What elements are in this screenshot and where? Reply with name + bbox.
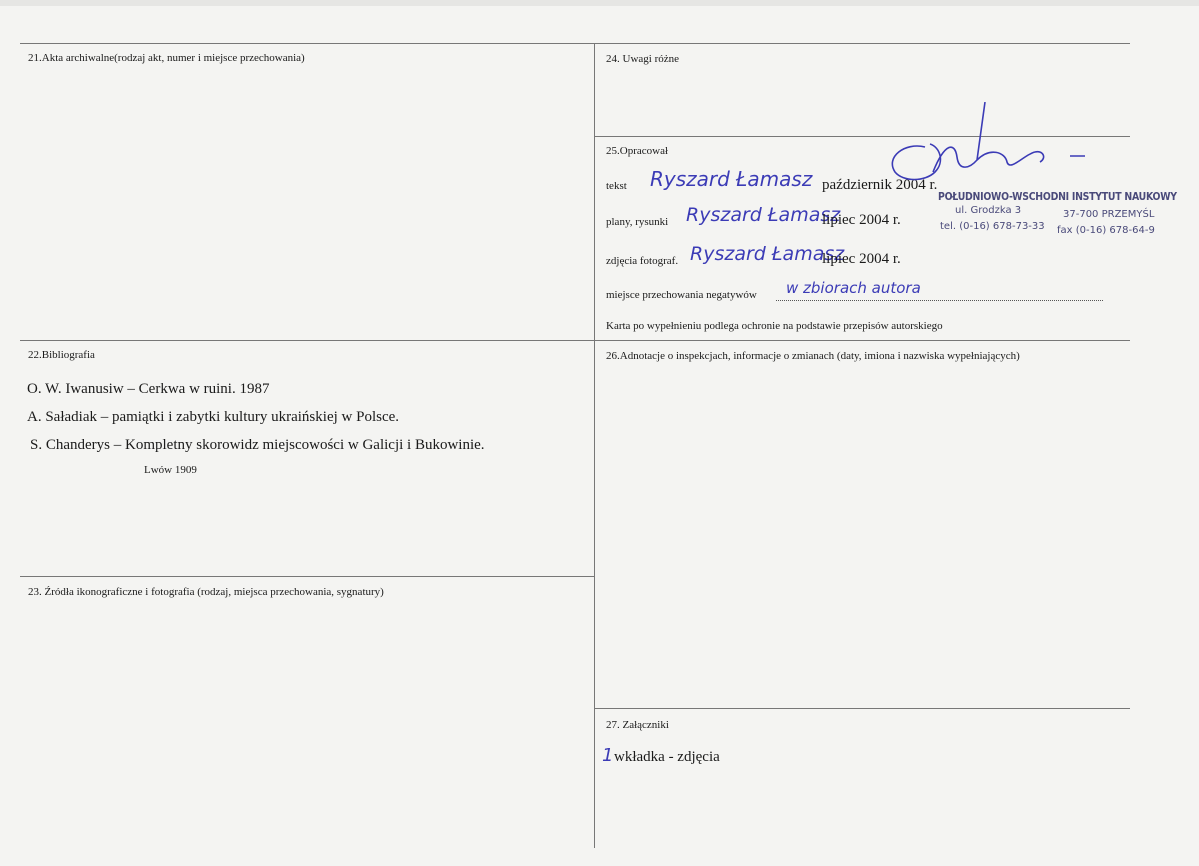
text-author-label: tekst — [606, 180, 627, 192]
section-24-label: 24. Uwagi różne — [606, 53, 680, 65]
top-border — [20, 43, 1130, 44]
attachments-count: 1 — [602, 745, 614, 766]
drawings-date: lipiec 2004 r. — [822, 212, 901, 228]
bibliography-entry-2: A. Saładiak – pamiątki i zabytki kultury ukraińskiej w Polsce. — [27, 409, 400, 425]
center-divider — [594, 43, 595, 848]
drawings-author-signature: Ryszard Łamasz — [686, 204, 841, 226]
copyright-note: Karta po wypełnieniu podlega ochronie na podstawie przepisów autorskiego — [606, 320, 943, 332]
section-25-label: 25.Opracował — [606, 145, 669, 157]
section-21-label: 21.Akta archiwalne(rodzaj akt, numer i miejsce przechowania) — [28, 52, 305, 64]
drawings-author-label: plany, rysunki — [606, 216, 669, 228]
bibliography-note: Lwów 1909 — [144, 464, 197, 476]
text-date: październik 2004 r. — [822, 177, 938, 193]
section-27-label: 27. Załączniki — [606, 719, 669, 731]
stamp-institute-name: POŁUDNIOWO-WSCHODNI INSTYTUT NAUKOWY — [938, 190, 1177, 203]
section-23-label: 23. Źródła ikonograficzne i fotografia (rodzaj, miejsca przechowania, sygnatury) — [28, 586, 384, 598]
stamp-postal: 37-700 PRZEMYŚL — [1063, 209, 1155, 220]
attachments-value: wkładka - zdjęcia — [614, 749, 720, 765]
section-22-label: 22.Bibliografia — [28, 349, 95, 361]
stamp-fax: fax (0-16) 678-64-9 — [1057, 225, 1155, 236]
photos-author-signature: Ryszard Łamasz — [690, 243, 845, 265]
signature-scribble — [885, 102, 1085, 197]
bibliography-entry-3: S. Chanderys – Kompletny skorowidz miejscowości w Galicji i Bukowinie. — [30, 437, 485, 453]
stamp-tel: tel. (0-16) 678-73-33 — [940, 221, 1045, 232]
divider-s26-s27 — [594, 708, 1130, 709]
text-author-signature: Ryszard Łamasz — [650, 167, 813, 191]
bibliography-entry-1: O. W. Iwanusiw – Cerkwa w ruini. 1987 — [27, 381, 270, 397]
negatives-dotted-line — [776, 300, 1103, 301]
divider-row-s22-s26 — [20, 340, 1130, 341]
negatives-value: w zbiorach autora — [786, 279, 921, 297]
section-26-label: 26.Adnotacje o inspekcjach, informacje o zmianach (daty, imiona i nazwiska wypełniających) — [606, 350, 1020, 362]
divider-s22-s23 — [20, 576, 594, 577]
stamp-address: ul. Grodzka 3 — [955, 205, 1022, 216]
photos-date: lipiec 2004 r. — [822, 251, 901, 267]
negatives-label: miejsce przechowania negatywów — [606, 289, 757, 301]
page-top-edge — [0, 0, 1199, 6]
photos-author-label: zdjęcia fotograf. — [606, 255, 679, 267]
